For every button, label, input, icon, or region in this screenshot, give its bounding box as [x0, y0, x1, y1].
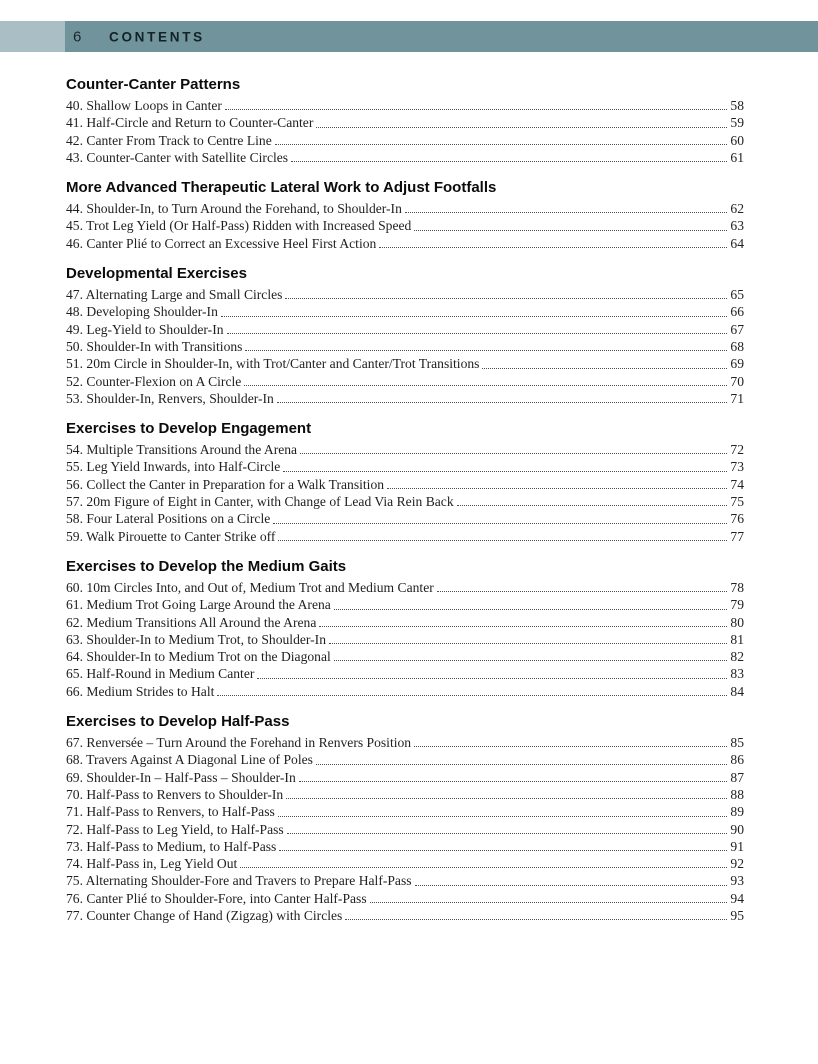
- toc-entry: [66, 683, 744, 700]
- entry-title: 62. Medium Transitions All Around the Arena: [66, 614, 317, 630]
- dot-leader: [280, 458, 729, 475]
- entry-title: 51. 20m Circle in Shoulder-In, with Trot/Canter and Canter/Trot Transitions: [66, 356, 480, 372]
- toc-entry: [66, 458, 744, 475]
- entry-title: 43. Counter-Canter with Satellite Circles: [66, 149, 289, 165]
- entry-title: 64. Shoulder-In to Medium Trot on the Diagonal: [66, 649, 331, 665]
- dot-leader: [376, 235, 729, 252]
- toc-entry: [66, 734, 744, 751]
- entry-title: 57. 20m Figure of Eight in Canter, with Change of Lead Via Rein Back: [66, 494, 454, 510]
- header-title: CONTENTS: [109, 29, 205, 44]
- dot-leader: [237, 855, 729, 872]
- entry-page-number: 94: [730, 890, 744, 906]
- entry-title: 69. Shoulder-In – Half-Pass – Shoulder-In: [66, 769, 296, 785]
- dot-leader: [274, 390, 729, 407]
- entry-title: 67. Renversée – Turn Around the Forehand in Renvers Position: [66, 735, 412, 751]
- toc-entry: [66, 303, 744, 320]
- entry-page-number: 87: [730, 769, 744, 785]
- entry-title: 76. Canter Plié to Shoulder-Fore, into Canter Half-Pass: [66, 890, 367, 906]
- dot-leader: [342, 907, 729, 924]
- section-heading: More Advanced Therapeutic Lateral Work to Adjust Footfalls: [66, 179, 497, 197]
- entry-title: 75. Alternating Shoulder-Fore and Travers to Prepare Half-Pass: [66, 873, 412, 889]
- entry-title: 47. Alternating Large and Small Circles: [66, 287, 283, 303]
- entry-page-number: 93: [730, 873, 744, 889]
- entry-title: 54. Multiple Transitions Around the Arena: [66, 442, 298, 458]
- toc-entry: [66, 149, 744, 166]
- entry-title: 44. Shoulder-In, to Turn Around the Forehand, to Shoulder-In: [66, 201, 402, 217]
- dot-leader: [283, 786, 729, 803]
- entry-page-number: 66: [730, 304, 744, 320]
- toc-entry: [66, 510, 744, 527]
- toc-entry: [66, 907, 744, 924]
- toc-entry: [66, 338, 744, 355]
- entry-title: 58. Four Lateral Positions on a Circle: [66, 511, 271, 527]
- entry-page-number: 58: [730, 98, 744, 113]
- entry-title: 50. Shoulder-In with Transitions: [66, 338, 243, 354]
- entry-page-number: 84: [730, 683, 744, 699]
- entry-page-number: 83: [730, 666, 744, 682]
- header-page-number: 6: [73, 28, 82, 45]
- dot-leader: [218, 303, 729, 320]
- dot-leader: [411, 734, 729, 751]
- dot-leader: [275, 803, 729, 820]
- toc-entry: [66, 528, 744, 545]
- entry-page-number: 90: [730, 821, 744, 837]
- dot-leader: [272, 132, 729, 149]
- entry-page-number: 64: [730, 235, 744, 251]
- header-spine-block: [0, 21, 65, 52]
- toc-entry: [66, 373, 744, 390]
- toc-entry: [66, 751, 744, 768]
- entry-page-number: 78: [730, 579, 744, 595]
- toc-section: [66, 558, 744, 700]
- entry-title: 42. Canter From Track to Centre Line: [66, 132, 272, 148]
- dot-leader: [479, 355, 729, 372]
- toc-entry: [66, 890, 744, 907]
- entry-page-number: 86: [730, 752, 744, 768]
- toc-entry: [66, 821, 744, 838]
- dot-leader: [276, 838, 729, 855]
- dot-leader: [331, 648, 729, 665]
- toc-entry: [66, 769, 744, 786]
- dot-leader: [284, 821, 729, 838]
- entry-page-number: 70: [730, 373, 744, 389]
- dot-leader: [270, 510, 729, 527]
- toc-entry: [66, 596, 744, 613]
- entry-title: 59. Walk Pirouette to Canter Strike off: [66, 528, 276, 544]
- page-header-bar: [0, 21, 818, 52]
- entry-title: 46. Canter Plié to Correct an Excessive Heel First Action: [66, 235, 377, 251]
- entry-title: 41. Half-Circle and Return to Counter-Canter: [66, 115, 314, 131]
- toc-entry: [66, 493, 744, 510]
- entry-title: 52. Counter-Flexion on A Circle: [66, 373, 242, 389]
- entry-title: 77. Counter Change of Hand (Zigzag) with Circles: [66, 907, 343, 923]
- entry-page-number: 82: [730, 649, 744, 665]
- entry-title: 70. Half-Pass to Renvers to Shoulder-In: [66, 786, 284, 802]
- entry-page-number: 62: [730, 201, 744, 217]
- table-of-contents: [66, 76, 744, 924]
- entry-title: 45. Trot Leg Yield (Or Half-Pass) Ridden with Increased Speed: [66, 218, 412, 234]
- entry-page-number: 77: [730, 528, 744, 544]
- entry-title: 53. Shoulder-In, Renvers, Shoulder-In: [66, 390, 274, 406]
- entry-title: 55. Leg Yield Inwards, into Half-Circle: [66, 459, 281, 475]
- entry-page-number: 92: [730, 856, 744, 872]
- toc-section: [66, 179, 744, 252]
- dot-leader: [222, 97, 729, 114]
- entry-page-number: 91: [730, 838, 744, 854]
- dot-leader: [411, 217, 729, 234]
- dot-leader: [331, 596, 729, 613]
- toc-entry: [66, 872, 744, 889]
- toc-entry: [66, 648, 744, 665]
- dot-leader: [254, 665, 729, 682]
- entry-page-number: 72: [730, 442, 744, 458]
- dot-leader: [402, 200, 729, 217]
- entry-title: 63. Shoulder-In to Medium Trot, to Shoulder-In: [66, 631, 326, 647]
- dot-leader: [241, 373, 729, 390]
- entry-page-number: 65: [730, 287, 744, 303]
- section-heading: Exercises to Develop the Medium Gaits: [66, 557, 347, 575]
- dot-leader: [412, 872, 729, 889]
- toc-entry: [66, 855, 744, 872]
- entry-page-number: 69: [730, 356, 744, 372]
- dot-leader: [313, 751, 729, 768]
- toc-section: [66, 265, 744, 407]
- dot-leader: [384, 476, 729, 493]
- entry-title: 60. 10m Circles Into, and Out of, Medium Trot and Medium Canter: [66, 579, 434, 595]
- entry-page-number: 89: [730, 804, 744, 820]
- entry-title: 73. Half-Pass to Medium, to Half-Pass: [66, 838, 277, 854]
- entry-title: 72. Half-Pass to Leg Yield, to Half-Pass: [66, 821, 284, 837]
- toc-entry: [66, 631, 744, 648]
- section-heading: Developmental Exercises: [66, 265, 247, 283]
- toc-entry: [66, 476, 744, 493]
- toc-entry: [66, 803, 744, 820]
- toc-entry: [66, 114, 744, 131]
- entry-page-number: 88: [730, 786, 744, 802]
- dot-leader: [326, 631, 729, 648]
- toc-entry: [66, 97, 744, 114]
- dot-leader: [242, 338, 729, 355]
- toc-entry: [66, 200, 744, 217]
- dot-leader: [282, 286, 729, 303]
- dot-leader: [297, 441, 729, 458]
- entry-title: 71. Half-Pass to Renvers, to Half-Pass: [66, 804, 275, 820]
- entry-title: 68. Travers Against A Diagonal Line of Poles: [66, 752, 313, 768]
- toc-entry: [66, 665, 744, 682]
- entry-title: 56. Collect the Canter in Preparation for a Walk Transition: [66, 476, 385, 492]
- entry-page-number: 67: [730, 321, 744, 337]
- toc-entry: [66, 838, 744, 855]
- entry-page-number: 73: [730, 459, 744, 475]
- dot-leader: [224, 321, 729, 338]
- entry-page-number: 61: [730, 149, 744, 165]
- dot-leader: [296, 769, 729, 786]
- entry-page-number: 68: [730, 338, 744, 354]
- toc-entry: [66, 355, 744, 372]
- dot-leader: [313, 114, 729, 131]
- entry-page-number: 79: [730, 597, 744, 613]
- dot-leader: [288, 149, 729, 166]
- entry-title: 66. Medium Strides to Halt: [66, 683, 215, 699]
- dot-leader: [367, 890, 729, 907]
- entry-page-number: 81: [730, 631, 744, 647]
- entry-page-number: 80: [730, 614, 744, 630]
- entry-title: 61. Medium Trot Going Large Around the Arena: [66, 597, 331, 613]
- toc-entry: [66, 321, 744, 338]
- toc-entry: [66, 441, 744, 458]
- entry-page-number: 63: [730, 218, 744, 234]
- entry-page-number: 75: [730, 494, 744, 510]
- toc-entry: [66, 579, 744, 596]
- entry-page-number: 95: [730, 907, 744, 923]
- entry-page-number: 85: [730, 735, 744, 751]
- dot-leader: [434, 579, 729, 596]
- entry-page-number: 71: [730, 390, 744, 406]
- toc-entry: [66, 217, 744, 234]
- entry-title: 49. Leg-Yield to Shoulder-In: [66, 321, 224, 337]
- entry-page-number: 59: [730, 115, 744, 131]
- entry-title: 65. Half-Round in Medium Canter: [66, 666, 255, 682]
- toc-entry: [66, 286, 744, 303]
- section-heading: Counter-Canter Patterns: [66, 76, 241, 93]
- toc-section: [66, 76, 744, 166]
- toc-section: [66, 420, 744, 545]
- dot-leader: [454, 493, 729, 510]
- entry-page-number: 76: [730, 511, 744, 527]
- entry-page-number: 74: [730, 476, 744, 492]
- toc-entry: [66, 390, 744, 407]
- toc-entry: [66, 614, 744, 631]
- section-heading: Exercises to Develop Engagement: [66, 420, 312, 438]
- dot-leader: [275, 528, 729, 545]
- toc-entry: [66, 235, 744, 252]
- entry-title: 40. Shallow Loops in Canter: [66, 98, 222, 113]
- entry-page-number: 60: [730, 132, 744, 148]
- dot-leader: [316, 614, 729, 631]
- toc-section: [66, 713, 744, 924]
- toc-entry: [66, 786, 744, 803]
- section-heading: Exercises to Develop Half-Pass: [66, 713, 290, 731]
- dot-leader: [214, 683, 729, 700]
- entry-title: 74. Half-Pass in, Leg Yield Out: [66, 856, 238, 872]
- toc-entry: [66, 132, 744, 149]
- entry-title: 48. Developing Shoulder-In: [66, 304, 218, 320]
